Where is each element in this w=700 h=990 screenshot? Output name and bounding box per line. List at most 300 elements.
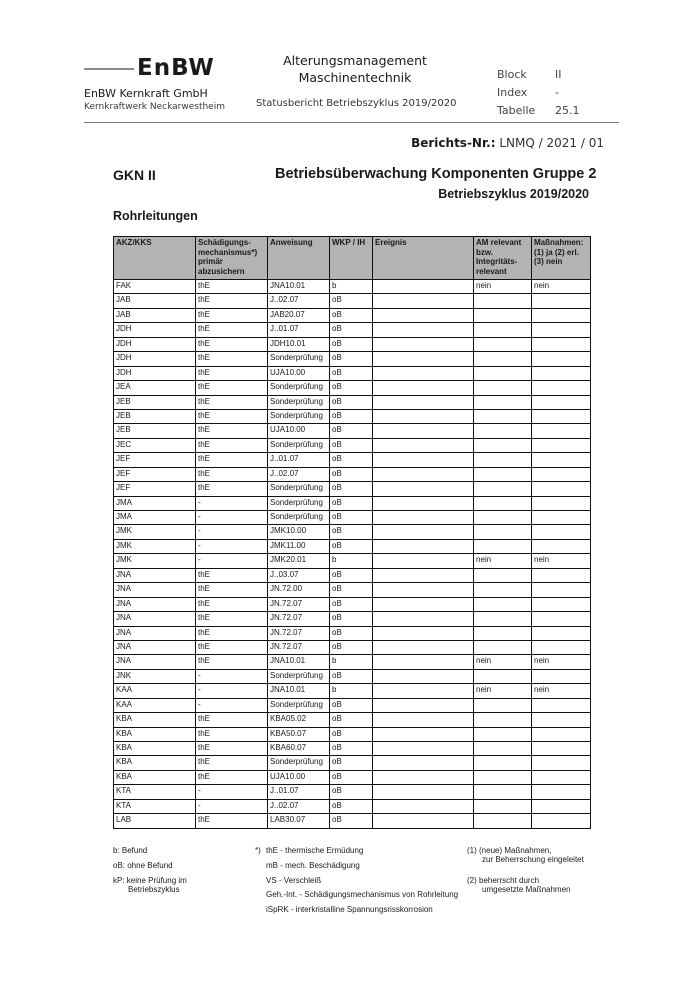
cell-instruction: Sonderprüfung [268, 496, 330, 510]
cell-measures [532, 626, 591, 640]
cell-am-relevant [474, 352, 532, 366]
cell-event [373, 756, 474, 770]
cell-mechanism: thE [196, 713, 268, 727]
cell-wkp: b [330, 655, 373, 669]
cell-measures [532, 366, 591, 380]
cell-mechanism: thE [196, 352, 268, 366]
cell-am-relevant: nein [474, 554, 532, 568]
column-header-wkp: WKP / IH [330, 237, 373, 280]
table-row [114, 525, 591, 539]
cell-wkp: oB [330, 713, 373, 727]
cell-akz: KAA [114, 684, 196, 698]
cell-am-relevant [474, 482, 532, 496]
cell-measures [532, 337, 591, 351]
cell-wkp: oB [330, 583, 373, 597]
table-row [114, 742, 591, 756]
cell-am-relevant [474, 381, 532, 395]
cell-measures [532, 799, 591, 813]
cell-event [373, 438, 474, 452]
cell-akz: JNA [114, 612, 196, 626]
cell-am-relevant: nein [474, 655, 532, 669]
table-row [114, 280, 591, 294]
cell-event [373, 770, 474, 784]
cell-am-relevant [474, 525, 532, 539]
table-row [114, 366, 591, 380]
cell-wkp: oB [330, 395, 373, 409]
cell-measures [532, 438, 591, 452]
cell-akz: KAA [114, 698, 196, 712]
cell-instruction: KBA60.07 [268, 742, 330, 756]
cell-akz: KBA [114, 713, 196, 727]
cell-akz: JAB [114, 308, 196, 322]
cell-am-relevant [474, 395, 532, 409]
cell-event [373, 395, 474, 409]
cell-instruction: JMK20.01 [268, 554, 330, 568]
cell-event [373, 308, 474, 322]
cell-measures [532, 395, 591, 409]
cell-mechanism: thE [196, 597, 268, 611]
cell-measures [532, 525, 591, 539]
enbw-logo: EnBW [137, 55, 215, 81]
cell-wkp: oB [330, 381, 373, 395]
cell-wkp: oB [330, 756, 373, 770]
cell-am-relevant [474, 424, 532, 438]
cell-measures [532, 597, 591, 611]
cell-event [373, 496, 474, 510]
legend-keine-pruefung-cont: Betriebszyklus [128, 885, 180, 894]
legend-measure-1: (1) (neue) Maßnahmen, [467, 846, 552, 855]
cell-measures [532, 467, 591, 481]
cell-wkp: oB [330, 727, 373, 741]
cell-measures: nein [532, 554, 591, 568]
table-row [114, 713, 591, 727]
cell-wkp: oB [330, 294, 373, 308]
cell-event [373, 366, 474, 380]
cell-mechanism: thE [196, 568, 268, 582]
cell-akz: JEF [114, 482, 196, 496]
cell-instruction: JN.72.00 [268, 583, 330, 597]
cell-event [373, 713, 474, 727]
cell-akz: KTA [114, 785, 196, 799]
cell-event [373, 568, 474, 582]
cell-am-relevant [474, 496, 532, 510]
document-title-line1: Alterungsmanagement [283, 53, 427, 68]
cell-am-relevant [474, 409, 532, 423]
cell-instruction: Sonderprüfung [268, 381, 330, 395]
cell-event [373, 698, 474, 712]
cell-akz: JDH [114, 323, 196, 337]
table-row [114, 511, 591, 525]
cell-wkp: oB [330, 814, 373, 828]
cell-measures [532, 583, 591, 597]
cell-instruction: Sonderprüfung [268, 352, 330, 366]
cell-measures [532, 294, 591, 308]
column-header-instruction: Anweisung [268, 237, 330, 280]
cell-am-relevant [474, 323, 532, 337]
table-row [114, 814, 591, 828]
cell-measures [532, 308, 591, 322]
cell-event [373, 280, 474, 294]
table-row [114, 453, 591, 467]
table-row [114, 554, 591, 568]
cell-akz: JDH [114, 366, 196, 380]
cell-event [373, 294, 474, 308]
cell-event [373, 742, 474, 756]
cell-wkp: oB [330, 669, 373, 683]
cell-wkp: oB [330, 539, 373, 553]
cell-wkp: oB [330, 352, 373, 366]
cell-mechanism: - [196, 669, 268, 683]
meta-index-value: - [555, 86, 559, 99]
cell-am-relevant [474, 640, 532, 654]
cell-wkp: b [330, 280, 373, 294]
cell-event [373, 409, 474, 423]
table-row [114, 294, 591, 308]
cell-mechanism: thE [196, 366, 268, 380]
cell-am-relevant [474, 756, 532, 770]
cell-am-relevant [474, 308, 532, 322]
table-row [114, 785, 591, 799]
cell-event [373, 640, 474, 654]
cell-mechanism: thE [196, 381, 268, 395]
cell-measures [532, 698, 591, 712]
cell-am-relevant [474, 597, 532, 611]
cell-mechanism: thE [196, 626, 268, 640]
cell-measures [532, 727, 591, 741]
table-body [114, 280, 591, 829]
table-row [114, 727, 591, 741]
footnote-marker: *) [255, 846, 261, 855]
cell-mechanism: thE [196, 756, 268, 770]
cell-measures [532, 669, 591, 683]
cell-instruction: Sonderprüfung [268, 756, 330, 770]
cell-instruction: J..02.07 [268, 467, 330, 481]
cell-mechanism: thE [196, 583, 268, 597]
table-row [114, 583, 591, 597]
table-row [114, 381, 591, 395]
cell-wkp: oB [330, 424, 373, 438]
cell-akz: JEB [114, 424, 196, 438]
cell-akz: JMA [114, 496, 196, 510]
legend-keine-pruefung: kP: keine Prüfung im [113, 876, 187, 885]
table-header-row [114, 237, 591, 280]
cell-akz: JEC [114, 438, 196, 452]
cell-mechanism: thE [196, 482, 268, 496]
cell-wkp: oB [330, 785, 373, 799]
cell-am-relevant [474, 583, 532, 597]
cell-instruction: JMK10.00 [268, 525, 330, 539]
cell-measures [532, 814, 591, 828]
cell-wkp: oB [330, 453, 373, 467]
status-report-label: Statusbericht Betriebszyklus 2019/2020 [256, 98, 457, 109]
legend-the: thE - thermische Ermüdung [266, 846, 364, 855]
cell-mechanism: thE [196, 424, 268, 438]
cell-akz: LAB [114, 814, 196, 828]
cell-instruction: JNA10.01 [268, 684, 330, 698]
cell-wkp: oB [330, 597, 373, 611]
table-row [114, 770, 591, 784]
cell-measures [532, 482, 591, 496]
cell-mechanism: - [196, 799, 268, 813]
cell-am-relevant [474, 539, 532, 553]
table-row [114, 568, 591, 582]
cell-akz: JEF [114, 453, 196, 467]
column-header-am-relevant: AM relevant bzw. Integritäts-relevant [474, 237, 532, 280]
company-name: EnBW Kernkraft GmbH [84, 87, 208, 100]
cell-akz: KTA [114, 799, 196, 813]
cell-event [373, 785, 474, 799]
cell-measures [532, 511, 591, 525]
meta-block-value: II [555, 68, 562, 81]
cell-wkp: oB [330, 525, 373, 539]
table-row [114, 597, 591, 611]
cell-am-relevant [474, 727, 532, 741]
table-row [114, 409, 591, 423]
cell-measures [532, 785, 591, 799]
cell-measures: nein [532, 684, 591, 698]
cell-mechanism: thE [196, 814, 268, 828]
table-row [114, 395, 591, 409]
cell-akz: JNA [114, 626, 196, 640]
table-row [114, 467, 591, 481]
cell-event [373, 482, 474, 496]
cell-mechanism: thE [196, 742, 268, 756]
cell-measures: nein [532, 655, 591, 669]
cell-wkp: oB [330, 742, 373, 756]
cell-am-relevant [474, 785, 532, 799]
cell-mechanism: - [196, 496, 268, 510]
cell-instruction: Sonderprüfung [268, 395, 330, 409]
meta-table-value: 25.1 [555, 104, 580, 117]
cell-mechanism: - [196, 511, 268, 525]
cell-measures [532, 770, 591, 784]
cell-instruction: Sonderprüfung [268, 438, 330, 452]
table-row [114, 684, 591, 698]
cell-mechanism: thE [196, 453, 268, 467]
cell-akz: FAK [114, 280, 196, 294]
cell-mechanism: thE [196, 438, 268, 452]
cell-am-relevant [474, 337, 532, 351]
cell-mechanism: thE [196, 308, 268, 322]
plant-name: Kernkraftwerk Neckarwestheim [84, 102, 225, 112]
cell-akz: JEA [114, 381, 196, 395]
cell-wkp: oB [330, 640, 373, 654]
cell-instruction: JDH10.01 [268, 337, 330, 351]
table-row [114, 756, 591, 770]
cell-am-relevant [474, 467, 532, 481]
cell-wkp: oB [330, 337, 373, 351]
cell-mechanism: - [196, 698, 268, 712]
legend-isprk: iSpRK - interkristalline Spannungsrisskorrosion [266, 905, 433, 914]
cell-instruction: J..01.07 [268, 323, 330, 337]
cell-measures [532, 640, 591, 654]
cell-instruction: JNA10.01 [268, 655, 330, 669]
cell-event [373, 799, 474, 813]
cell-instruction: J..02.07 [268, 294, 330, 308]
cell-wkp: oB [330, 496, 373, 510]
cell-am-relevant [474, 698, 532, 712]
cell-event [373, 323, 474, 337]
cell-instruction: JN.72.07 [268, 640, 330, 654]
cell-wkp: oB [330, 770, 373, 784]
legend-mb: mB - mech. Beschädigung [266, 861, 360, 870]
table-row [114, 626, 591, 640]
cell-instruction: JN.72.07 [268, 626, 330, 640]
cell-mechanism: thE [196, 280, 268, 294]
cell-am-relevant [474, 568, 532, 582]
legend-measure-2-cont: umgesetzte Maßnahmen [482, 885, 571, 894]
cell-event [373, 467, 474, 481]
table-row [114, 337, 591, 351]
cell-instruction: UJA10.00 [268, 770, 330, 784]
cell-measures [532, 539, 591, 553]
cell-measures [532, 713, 591, 727]
cell-measures [532, 496, 591, 510]
cell-measures [532, 756, 591, 770]
cell-instruction: Sonderprüfung [268, 511, 330, 525]
cell-instruction: J..03.07 [268, 568, 330, 582]
cell-akz: KBA [114, 742, 196, 756]
cell-event [373, 655, 474, 669]
cell-measures [532, 352, 591, 366]
cell-measures [532, 453, 591, 467]
legend-vs: VS - Verschleiß [266, 876, 322, 885]
cell-akz: JEB [114, 395, 196, 409]
cell-measures [532, 424, 591, 438]
cell-event [373, 424, 474, 438]
cell-instruction: Sonderprüfung [268, 698, 330, 712]
cell-instruction: Sonderprüfung [268, 409, 330, 423]
table-row [114, 482, 591, 496]
cell-mechanism: thE [196, 323, 268, 337]
cell-wkp: b [330, 684, 373, 698]
cell-mechanism: thE [196, 409, 268, 423]
cell-am-relevant [474, 742, 532, 756]
column-header-event: Ereignis [373, 237, 474, 280]
table-row [114, 539, 591, 553]
cell-wkp: oB [330, 626, 373, 640]
legend-befund: b: Befund [113, 846, 148, 855]
cell-am-relevant [474, 713, 532, 727]
cell-am-relevant [474, 511, 532, 525]
table-row [114, 424, 591, 438]
cell-instruction: KBA50.07 [268, 727, 330, 741]
table-row [114, 669, 591, 683]
cell-wkp: oB [330, 323, 373, 337]
table-row [114, 438, 591, 452]
cell-event [373, 554, 474, 568]
cell-akz: JEF [114, 467, 196, 481]
cell-measures [532, 742, 591, 756]
cell-am-relevant [474, 626, 532, 640]
cell-am-relevant: nein [474, 684, 532, 698]
cell-instruction: J..01.07 [268, 785, 330, 799]
cell-wkp: oB [330, 409, 373, 423]
cell-instruction: J..02.07 [268, 799, 330, 813]
cell-mechanism: - [196, 785, 268, 799]
cell-mechanism: thE [196, 727, 268, 741]
cell-instruction: JN.72.07 [268, 612, 330, 626]
meta-index-label: Index [497, 86, 528, 99]
cell-event [373, 337, 474, 351]
cell-wkp: oB [330, 467, 373, 481]
cell-event [373, 597, 474, 611]
components-table [113, 236, 591, 829]
document-title-line2: Maschinentechnik [298, 70, 412, 85]
cell-event [373, 612, 474, 626]
cell-akz: JNA [114, 583, 196, 597]
cell-instruction: KBA05.02 [268, 713, 330, 727]
cell-instruction: Sonderprüfung [268, 482, 330, 496]
cell-instruction: UJA10.00 [268, 424, 330, 438]
cell-event [373, 626, 474, 640]
page-heading: Betriebsüberwachung Komponenten Gruppe 2 [275, 166, 597, 182]
cell-event [373, 511, 474, 525]
column-header-mechanism: Schädigungs-mechanismus*) primär abzusichern [196, 237, 268, 280]
cell-wkp: oB [330, 698, 373, 712]
cell-am-relevant [474, 669, 532, 683]
cell-wkp: oB [330, 308, 373, 322]
cell-measures [532, 612, 591, 626]
cell-instruction: JAB20.07 [268, 308, 330, 322]
table-row [114, 640, 591, 654]
cell-akz: JNA [114, 640, 196, 654]
cell-am-relevant [474, 770, 532, 784]
legend-ohne-befund: oB: ohne Befund [113, 861, 173, 870]
cell-event [373, 352, 474, 366]
cell-akz: JNK [114, 669, 196, 683]
table-row [114, 799, 591, 813]
cell-akz: JNA [114, 568, 196, 582]
cell-akz: JDH [114, 337, 196, 351]
cell-am-relevant: nein [474, 280, 532, 294]
cell-mechanism: - [196, 539, 268, 553]
cell-instruction: J..01.07 [268, 453, 330, 467]
header-divider [84, 122, 619, 123]
meta-table-label: Tabelle [497, 104, 536, 117]
legend-measure-1-cont: zur Beherrschung eingeleitet [482, 855, 584, 864]
legend-measure-2: (2) beherrscht durch [467, 876, 540, 885]
cell-event [373, 453, 474, 467]
cell-wkp: oB [330, 511, 373, 525]
cell-event [373, 684, 474, 698]
cell-instruction: LAB30.07 [268, 814, 330, 828]
cell-wkp: oB [330, 612, 373, 626]
cell-mechanism: thE [196, 770, 268, 784]
cell-measures: nein [532, 280, 591, 294]
table-row [114, 496, 591, 510]
cell-event [373, 814, 474, 828]
cell-mechanism: - [196, 525, 268, 539]
cell-akz: KBA [114, 770, 196, 784]
cell-akz: JMK [114, 539, 196, 553]
cell-akz: KBA [114, 756, 196, 770]
cell-wkp: oB [330, 438, 373, 452]
cell-akz: JDH [114, 352, 196, 366]
cell-am-relevant [474, 612, 532, 626]
table-row [114, 308, 591, 322]
cell-wkp: b [330, 554, 373, 568]
cell-event [373, 525, 474, 539]
logo-line [84, 68, 134, 70]
cell-am-relevant [474, 294, 532, 308]
cell-event [373, 669, 474, 683]
report-number-value: LNMQ / 2021 / 01 [499, 136, 604, 150]
cell-am-relevant [474, 814, 532, 828]
column-header-akz: AKZ/KKS [114, 237, 196, 280]
cell-mechanism: - [196, 684, 268, 698]
cell-akz: JNA [114, 597, 196, 611]
